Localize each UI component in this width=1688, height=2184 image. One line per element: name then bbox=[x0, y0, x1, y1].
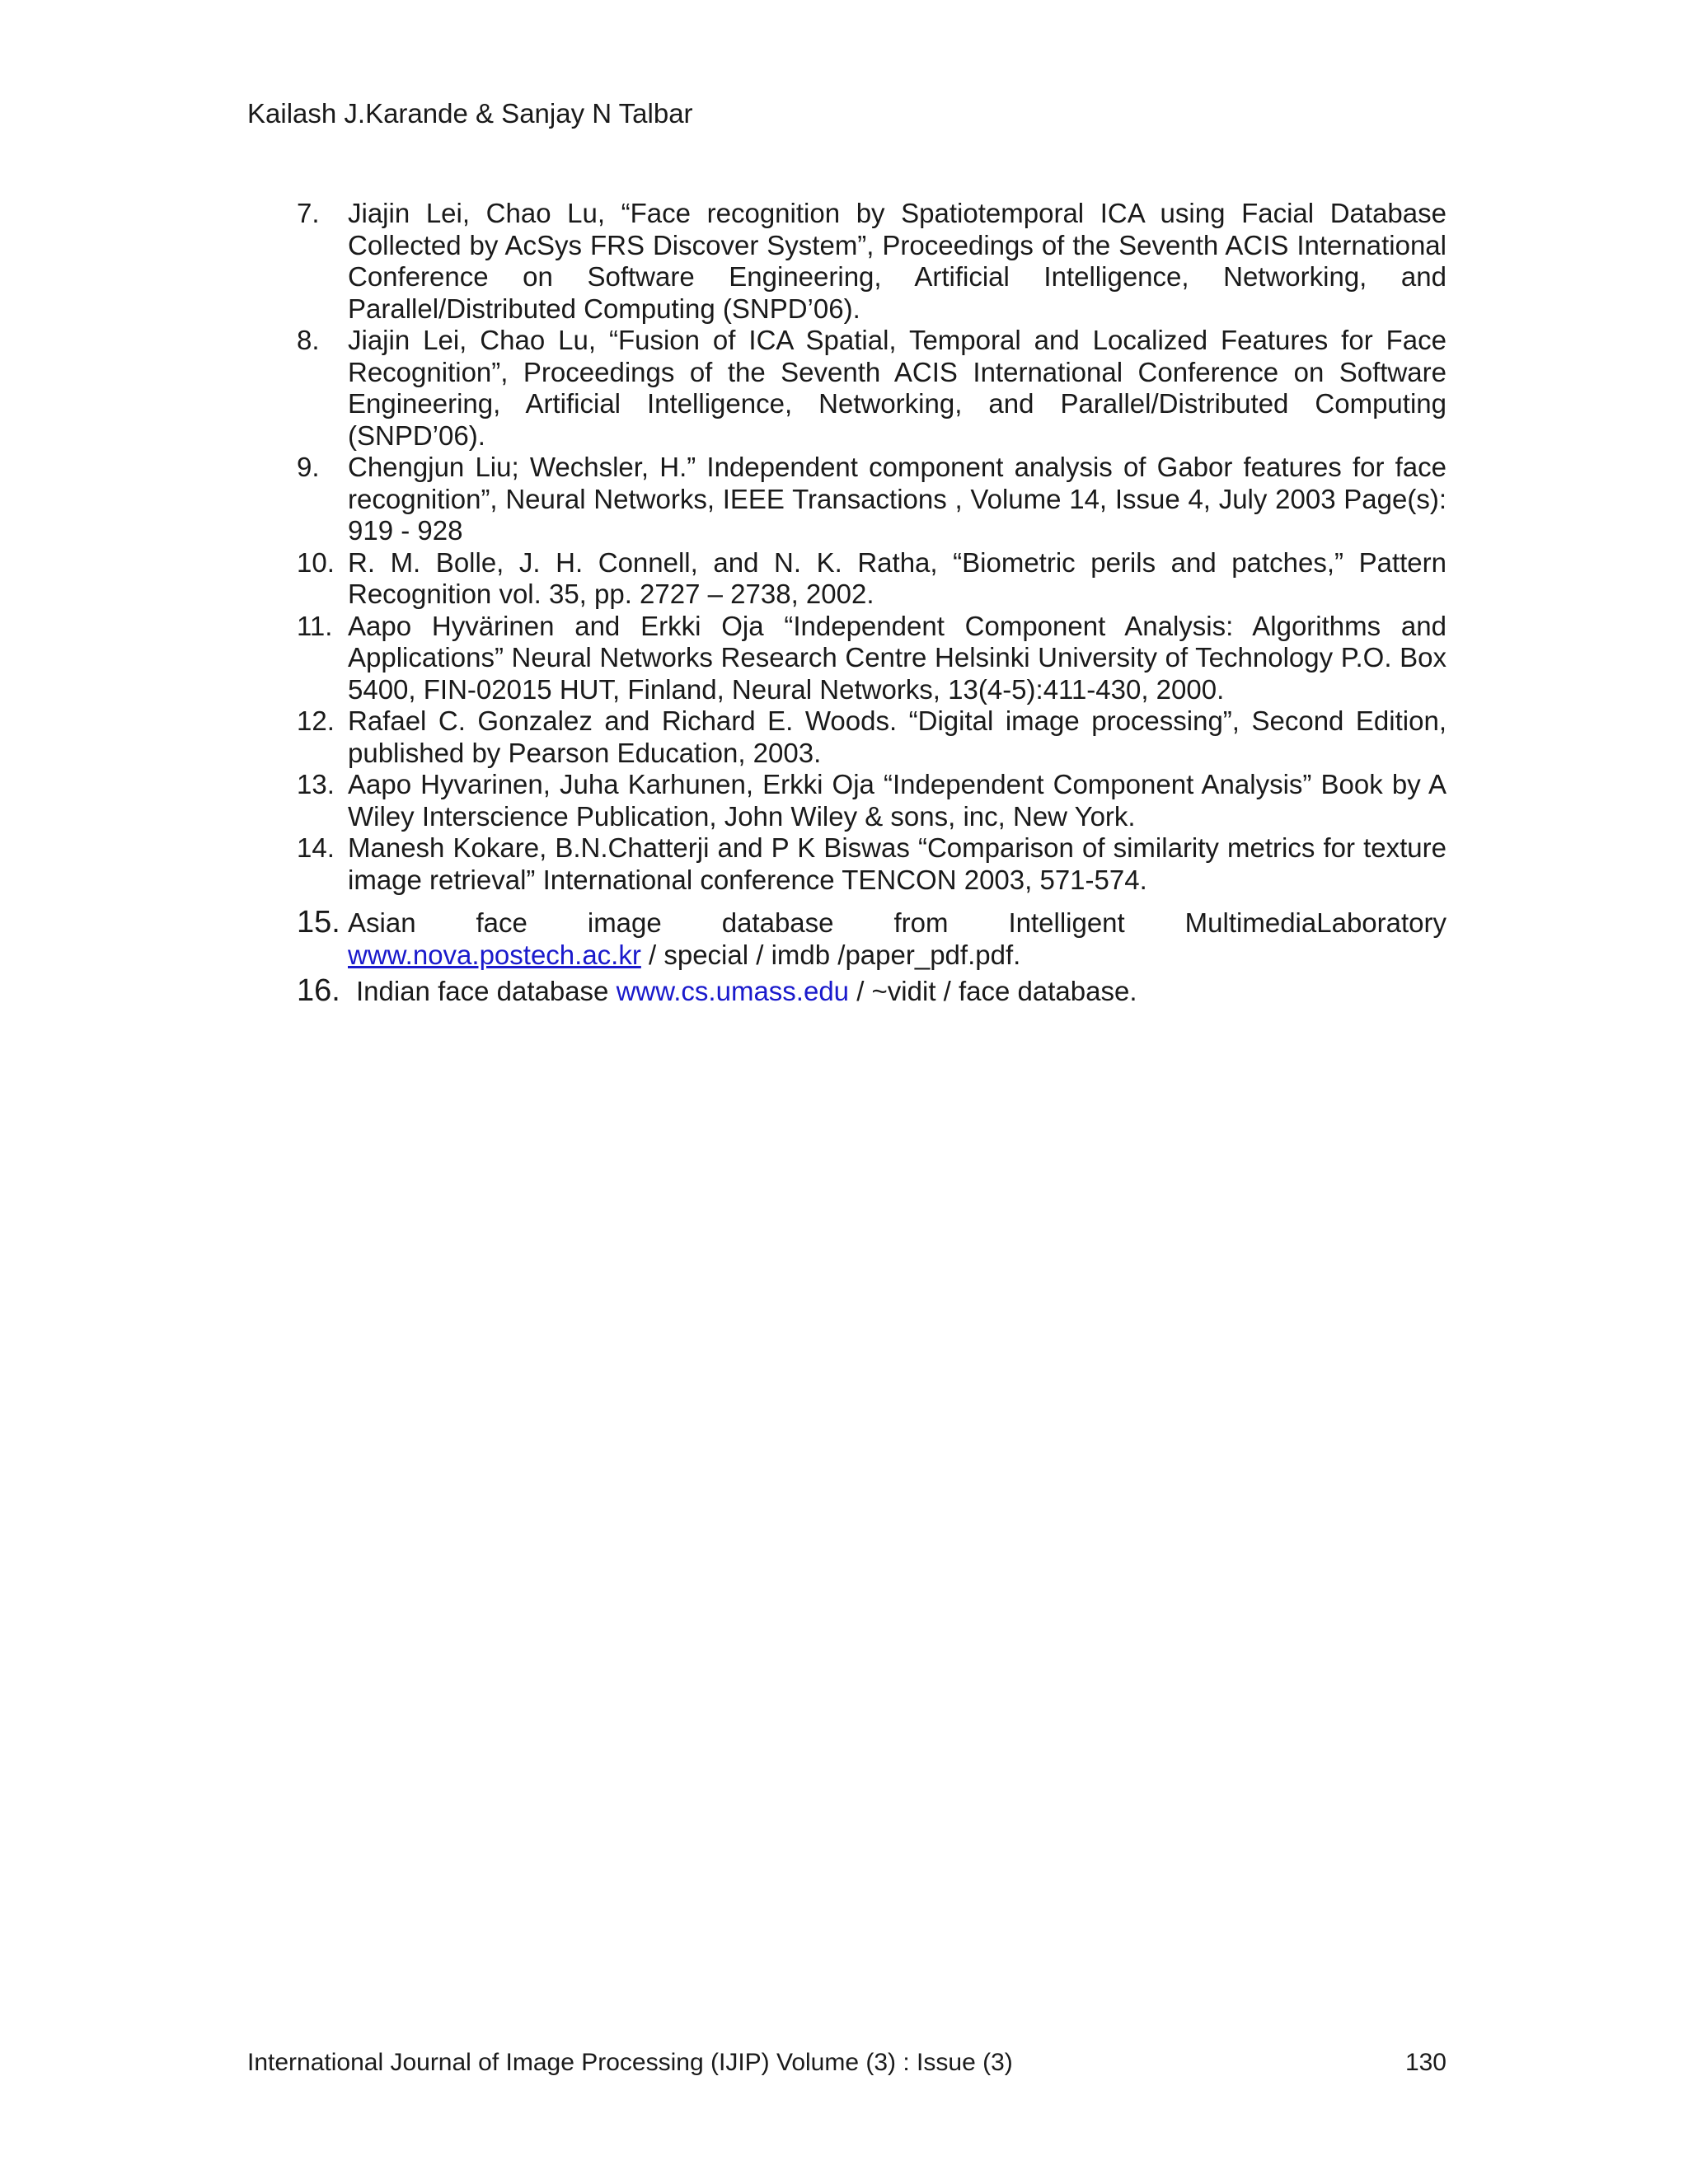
reference-text bbox=[348, 907, 1447, 970]
page-number: 130 bbox=[1404, 2049, 1447, 2076]
reference-number: 16. bbox=[297, 973, 340, 1008]
running-footer bbox=[247, 2047, 1447, 2079]
reference-text: Manesh Kokare, B.N.Chatterji and P K Biswas “Comparison of similarity metrics for texture image retrieval” International conference TENCON 2003, 571-574. bbox=[348, 832, 1447, 895]
reference-item bbox=[297, 547, 1447, 611]
reference-text-lead: Asian face image database from Intelligent MultimediaLaboratory bbox=[348, 907, 1447, 938]
reference-text: Aapo Hyvarinen, Juha Karhunen, Erkki Oja “Independent Component Analysis” Book by A Wiley Interscience Publication, John Wiley & sons, inc, New York. bbox=[348, 769, 1447, 832]
reference-link[interactable]: www.nova.postech.ac.kr bbox=[348, 939, 641, 970]
reference-text: Jiajin Lei, Chao Lu, “Fusion of ICA Spatial, Temporal and Localized Features for Face Recognition”, Proceedings of the Seventh ACIS International Conference on Software Engineering, Artificial Intelligence, Networking, and Parallel/Distributed Computing (SNPD’06). bbox=[348, 325, 1447, 451]
reference-text: Chengjun Liu; Wechsler, H.” Independent component analysis of Gabor features for face recognition”, Neural Networks, IEEE Transactions , Volume 14, Issue 4, July 2003 Page(s): 919 - 928 bbox=[348, 452, 1447, 546]
reference-item bbox=[297, 325, 1447, 452]
reference-text bbox=[356, 976, 1137, 1006]
reference-item bbox=[297, 769, 1447, 832]
header-authors: Kailash J.Karande & Sanjay N Talbar bbox=[247, 98, 693, 129]
reference-item bbox=[297, 611, 1447, 706]
reference-number: 11. bbox=[297, 610, 333, 641]
reference-number: 10. bbox=[297, 546, 335, 578]
running-header bbox=[247, 97, 693, 130]
reference-item bbox=[297, 832, 1447, 896]
reference-item-16 bbox=[297, 973, 1447, 1008]
reference-item-15 bbox=[297, 907, 1447, 971]
reference-number: 8. bbox=[297, 325, 320, 355]
reference-text-tail: / ~vidit / face database. bbox=[849, 976, 1137, 1006]
reference-text: Aapo Hyvärinen and Erkki Oja “Independent Component Analysis: Algorithms and Applications” Neural Networks Research Centre Helsinki University of Technology P.O. Box 5400, FIN-02015 HUT, Finland, Neural Networks, 13(4-5):411-430, 2000. bbox=[348, 610, 1447, 705]
reference-item bbox=[297, 705, 1447, 769]
reference-number: 15. bbox=[297, 905, 340, 940]
reference-text: Rafael C. Gonzalez and Richard E. Woods. “Digital image processing”, Second Edition, published by Pearson Education, 2003. bbox=[348, 705, 1447, 768]
footer-journal: International Journal of Image Processing (IJIP) Volume (3) : Issue (3) bbox=[247, 2049, 1013, 2076]
reference-link[interactable]: www.cs.umass.edu bbox=[616, 976, 850, 1006]
reference-item bbox=[297, 198, 1447, 325]
reference-number: 12. bbox=[297, 705, 335, 736]
reference-item bbox=[297, 452, 1447, 547]
reference-number: 7. bbox=[297, 198, 320, 228]
reference-list bbox=[297, 198, 1447, 1008]
reference-number: 13. bbox=[297, 769, 335, 799]
reference-text: R. M. Bolle, J. H. Connell, and N. K. Ratha, “Biometric perils and patches,” Pattern Recognition vol. 35, pp. 2727 – 2738, 2002. bbox=[348, 546, 1447, 609]
reference-text-tail: / special / imdb /paper_pdf.pdf. bbox=[640, 939, 1021, 970]
reference-number: 9. bbox=[297, 452, 320, 482]
reference-number: 14. bbox=[297, 832, 335, 863]
reference-text-lead: Indian face database bbox=[356, 976, 617, 1006]
reference-text: Jiajin Lei, Chao Lu, “Face recognition by Spatiotemporal ICA using Facial Database Collected by AcSys FRS Discover System”, Proceedings of the Seventh ACIS International Conference on Software Engineering, Artificial Intelligence, Networking, and Parallel/Distributed Computing (SNPD’06). bbox=[348, 198, 1447, 324]
